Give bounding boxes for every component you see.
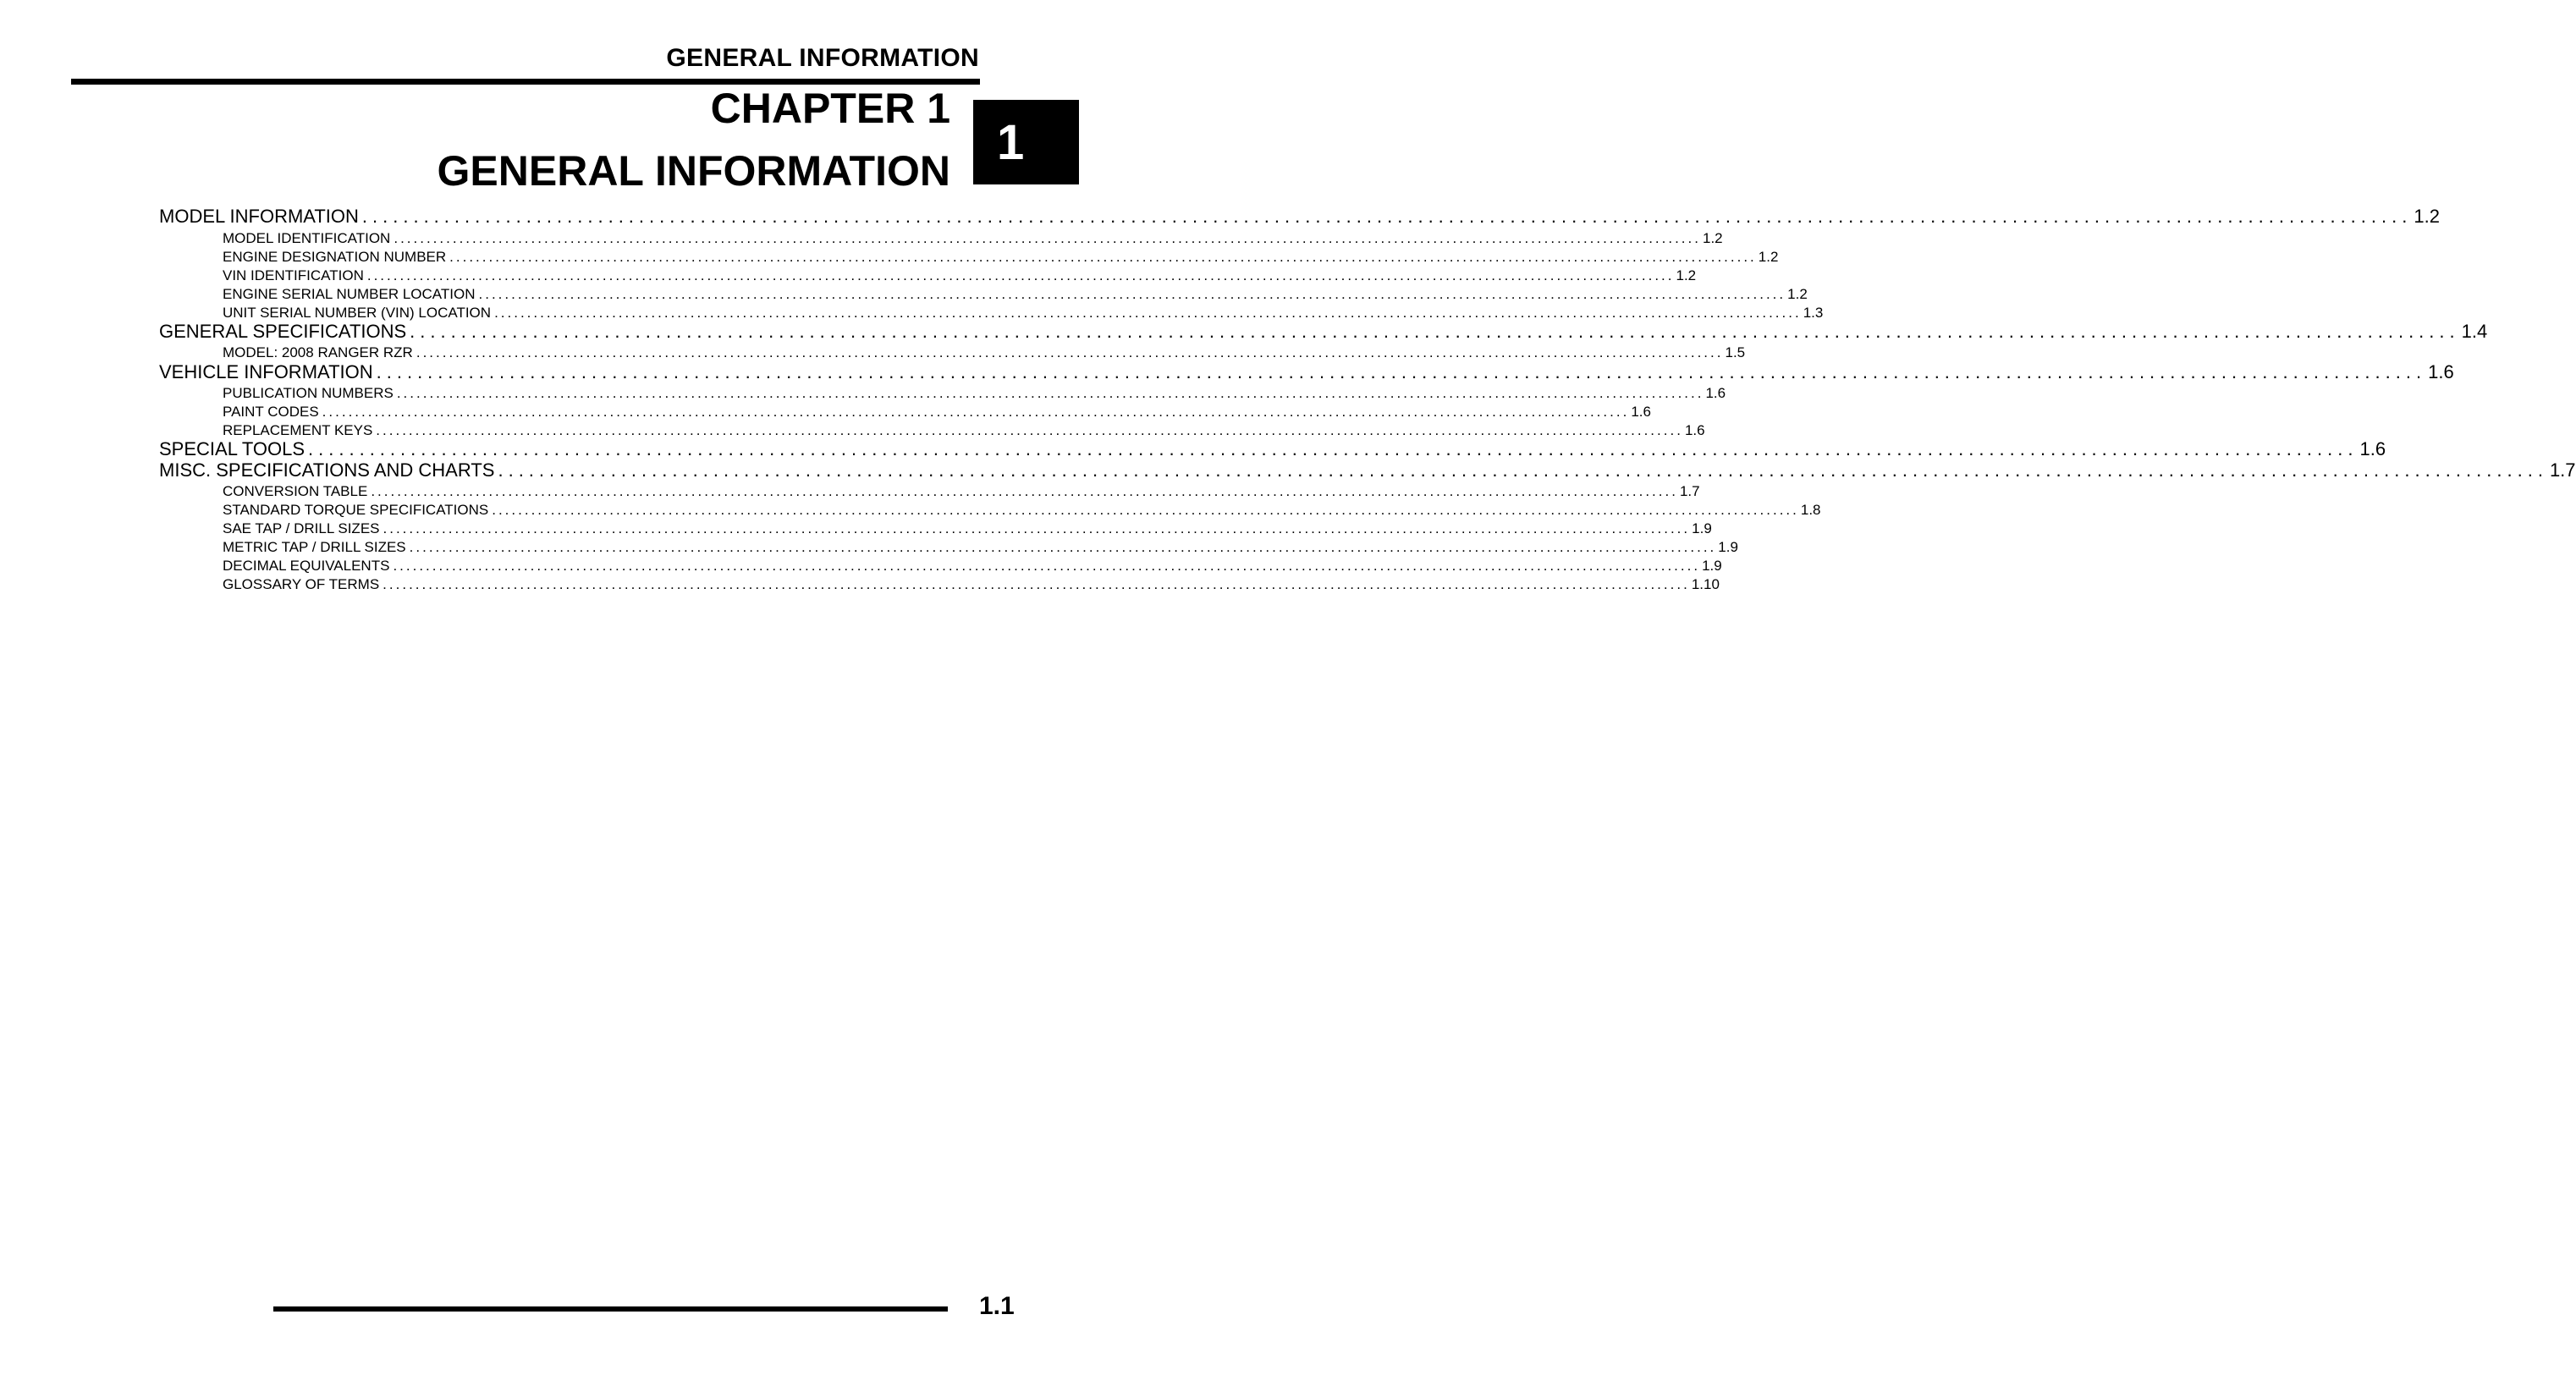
- page-number: 1.1: [979, 1292, 1015, 1320]
- toc-leader-dots: ........................................................................................................................................................................................................: [366, 267, 1675, 283]
- toc-entry-page: 1.9: [1718, 539, 1738, 555]
- toc-entry[interactable]: [159, 361, 2454, 383]
- toc-entry[interactable]: [223, 286, 1808, 303]
- toc-entry[interactable]: [159, 459, 2576, 481]
- toc-entry-page: 1.2: [2414, 206, 2440, 227]
- toc-entry[interactable]: [223, 385, 1726, 402]
- toc-entry-label: VEHICLE INFORMATION: [159, 361, 373, 382]
- toc-leader-dots: ........................................................................................................................................................................................................: [371, 483, 1678, 499]
- toc-leader-dots: ........................................................................................................................................................................................................: [322, 404, 1630, 420]
- toc-entry-label: CONVERSION TABLE: [223, 483, 368, 499]
- chapter-title: CHAPTER 1: [710, 85, 950, 132]
- toc-entry-page: 1.9: [1692, 520, 1712, 536]
- toc-entry-page: 1.6: [1631, 404, 1651, 420]
- toc-entry-label: GLOSSARY OF TERMS: [223, 576, 380, 592]
- toc-entry-label: STANDARD TORQUE SPECIFICATIONS: [223, 502, 489, 518]
- toc-leader-dots: ........................................................................................................................................................................................................: [383, 576, 1690, 592]
- toc-entry-label: VIN IDENTIFICATION: [223, 267, 364, 283]
- toc-leader-dots: ........................................................................................................................................................................................................: [410, 321, 2460, 342]
- toc-entry-page: 1.2: [1676, 267, 1697, 283]
- toc-entry-page: 1.4: [2461, 321, 2488, 342]
- toc-entry-label: ENGINE DESIGNATION NUMBER: [223, 249, 447, 265]
- toc-entry-label: MODEL INFORMATION: [159, 206, 359, 227]
- chapter-subtitle: GENERAL INFORMATION: [437, 147, 950, 195]
- toc-entry[interactable]: [223, 305, 1824, 322]
- toc-entry-label: DECIMAL EQUIVALENTS: [223, 558, 390, 574]
- toc-leader-dots: ........................................................................................................................................................................................................: [376, 422, 1683, 438]
- toc-entry-page: 1.3: [1803, 305, 1824, 321]
- toc-entry-label: METRIC TAP / DRILL SIZES: [223, 539, 406, 555]
- footer-rule: [273, 1306, 948, 1312]
- toc-entry-label: GENERAL SPECIFICATIONS: [159, 321, 407, 342]
- toc-entry-label: REPLACEMENT KEYS: [223, 422, 373, 438]
- toc-leader-dots: ........................................................................................................................................................................................................: [361, 206, 2413, 227]
- toc-leader-dots: ........................................................................................................................................................................................................: [308, 438, 2359, 459]
- toc-entry-label: SAE TAP / DRILL SIZES: [223, 520, 380, 536]
- toc-entry[interactable]: [159, 321, 2488, 343]
- toc-entry-page: 1.6: [1705, 385, 1726, 401]
- toc-entry-page: 1.8: [1800, 502, 1821, 518]
- toc-leader-dots: ........................................................................................................................................................................................................: [416, 344, 1724, 360]
- toc-entry-label: MISC. SPECIFICATIONS AND CHARTS: [159, 459, 495, 481]
- toc-entry-page: 1.7: [2549, 459, 2576, 481]
- toc-entry[interactable]: [223, 249, 1779, 266]
- toc-leader-dots: ........................................................................................................................................................................................................: [383, 520, 1691, 536]
- toc-entry[interactable]: [223, 422, 1705, 439]
- toc-leader-dots: ........................................................................................................................................................................................................: [394, 230, 1701, 246]
- toc-leader-dots: ........................................................................................................................................................................................................: [498, 459, 2548, 481]
- toc-leader-dots: ........................................................................................................................................................................................................: [478, 286, 1786, 302]
- toc-entry-label: PAINT CODES: [223, 404, 319, 420]
- toc-entry[interactable]: [159, 206, 2440, 228]
- toc-entry-label: UNIT SERIAL NUMBER (VIN) LOCATION: [223, 305, 492, 321]
- running-header: GENERAL INFORMATION: [666, 44, 979, 72]
- toc-entry-label: SPECIAL TOOLS: [159, 438, 305, 459]
- toc-leader-dots: ........................................................................................................................................................................................................: [396, 385, 1704, 401]
- toc-entry[interactable]: [159, 438, 2386, 460]
- toc-leader-dots: ........................................................................................................................................................................................................: [393, 558, 1701, 574]
- toc-entry[interactable]: [223, 483, 1700, 500]
- chapter-tab: 1: [973, 100, 1079, 184]
- toc-entry[interactable]: [223, 520, 1712, 537]
- toc-entry[interactable]: [223, 267, 1697, 284]
- toc-entry-page: 1.2: [1702, 230, 1723, 246]
- toc-entry[interactable]: [223, 404, 1651, 421]
- toc-entry-page: 1.2: [1758, 249, 1779, 265]
- toc-leader-dots: ........................................................................................................................................................................................................: [409, 539, 1717, 555]
- toc-entry-page: 1.5: [1725, 344, 1746, 360]
- toc-entry-page: 1.2: [1787, 286, 1808, 302]
- toc-entry-page: 1.9: [1702, 558, 1722, 574]
- toc-entry-page: 1.10: [1691, 576, 1720, 592]
- toc-leader-dots: ........................................................................................................................................................................................................: [376, 361, 2427, 382]
- toc-entry-label: MODEL: 2008 RANGER RZR: [223, 344, 413, 360]
- toc-entry[interactable]: [223, 230, 1723, 247]
- toc-leader-dots: ........................................................................................................................................................................................................: [449, 249, 1757, 265]
- toc-entry-label: ENGINE SERIAL NUMBER LOCATION: [223, 286, 476, 302]
- toc-entry-page: 1.7: [1679, 483, 1700, 499]
- toc-entry[interactable]: [223, 576, 1720, 593]
- toc-entry[interactable]: [223, 539, 1738, 556]
- toc-entry-page: 1.6: [2428, 361, 2454, 382]
- toc-leader-dots: ........................................................................................................................................................................................................: [494, 305, 1802, 321]
- header-rule: [71, 79, 980, 85]
- toc-entry[interactable]: [223, 502, 1821, 519]
- toc-leader-dots: ........................................................................................................................................................................................................: [492, 502, 1799, 518]
- toc-entry[interactable]: [223, 558, 1722, 575]
- toc-entry-label: MODEL IDENTIFICATION: [223, 230, 391, 246]
- toc-entry-page: 1.6: [2359, 438, 2386, 459]
- toc-entry[interactable]: [223, 344, 1746, 361]
- toc-entry-label: PUBLICATION NUMBERS: [223, 385, 394, 401]
- toc-entry-page: 1.6: [1684, 422, 1705, 438]
